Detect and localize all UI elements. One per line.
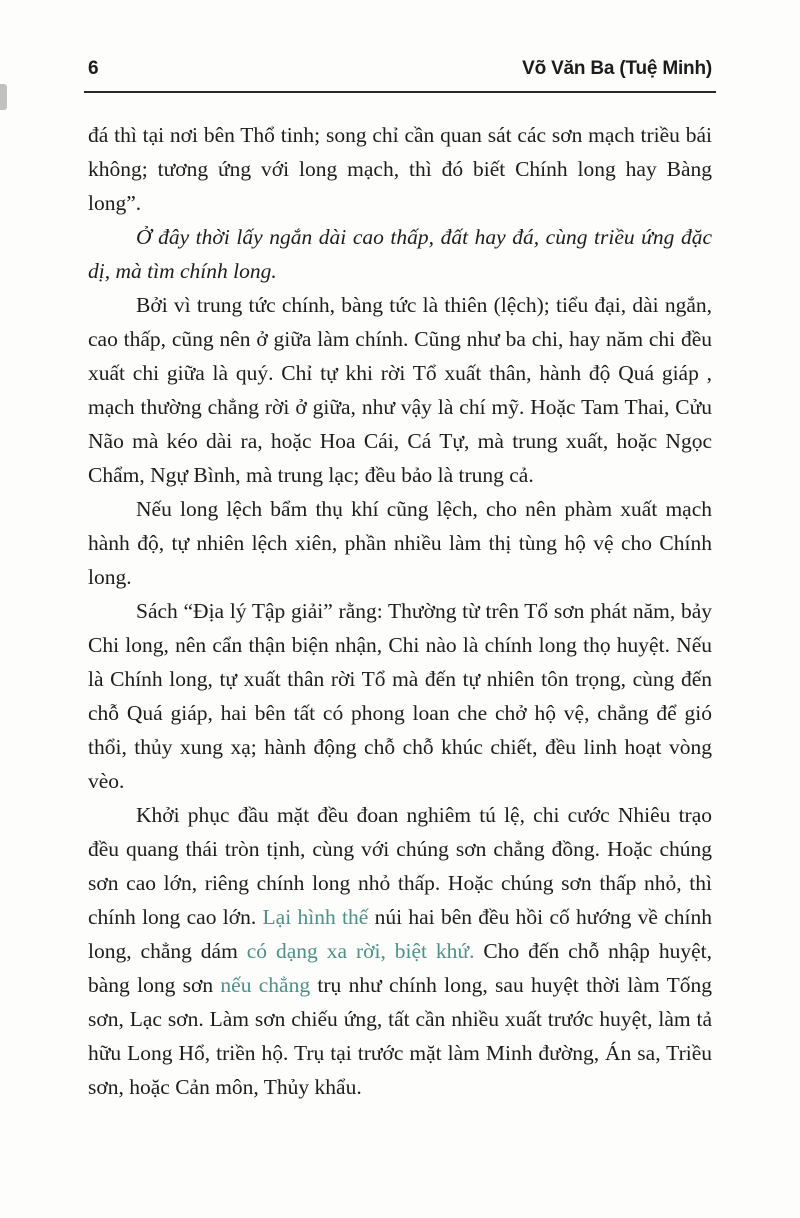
running-head-author: Võ Văn Ba (Tuệ Minh): [522, 58, 712, 79]
page-header: [88, 58, 712, 80]
text-segment: trụ như chính long, sau huyệt thời làm Tống sơn, Lạc sơn. Làm sơn chiếu ứng, tất cần nhiều xuất trước huyệt, làm tả hữu Long Hổ, triền hộ. Trụ tại trước mặt làm Minh đường, Án sa, Triều sơn, hoặc Cản môn, Thủy khẩu.: [88, 973, 712, 1099]
header-rule: [84, 91, 716, 93]
paragraph: [88, 492, 712, 594]
text-segment: Nếu long lệch bẩm thụ khí cũng lệch, cho nên phàm xuất mạch hành độ, tự nhiên lệch xiên, phần nhiều làm thị tùng hộ vệ cho Chính long.: [88, 497, 712, 589]
text-segment-tinted: Lại hình thế: [262, 905, 369, 929]
page-body: [88, 118, 712, 1104]
text-segment: Cho đến chỗ nhập huyệt, bàng long sơn: [88, 939, 712, 997]
page-number: 6: [88, 58, 99, 79]
paragraph: [88, 798, 712, 1104]
text-segment: Bởi vì trung tức chính, bàng tức là thiên (lệch); tiểu đại, dài ngắn, cao thấp, cũng nên ở giữa làm chính. Cũng như ba chi, hay năm chi đều xuất chi giữa là quý. Chỉ tự khi rời Tổ xuất thân, hành độ Quá giáp , mạch thường chẳng rời ở giữa, như vậy là chí mỹ. Hoặc Tam Thai, Cửu Não mà kéo dài ra, hoặc Hoa Cái, Cá Tự, mà trung xuất, hoặc Ngọc Chẩm, Ngự Bình, mà trung lạc; đều bảo là trung cả.: [88, 293, 712, 487]
paragraph: [88, 288, 712, 492]
text-segment: núi hai bên đều hồi cố hướng về chính long, chẳng dám: [88, 905, 712, 963]
scan-artifact: [0, 84, 7, 110]
paragraph: [88, 118, 712, 220]
text-segment: Ở đây thời lấy ngắn dài cao thấp, đất hay đá, cùng triều ứng đặc dị, mà tìm chính long.: [88, 225, 712, 283]
text-segment-tinted: nếu chẳng: [220, 973, 311, 997]
paragraph: [88, 594, 712, 798]
text-segment-tinted: có dạng xa rời, biệt khứ.: [246, 939, 475, 963]
text-segment: Khởi phục đầu mặt đều đoan nghiêm tú lệ, chi cước Nhiêu trạo đều quang thái tròn tịnh, cùng với chúng sơn chẳng đồng. Hoặc chúng sơn cao lớn, riêng chính long nhỏ thấp. Hoặc chúng sơn thấp nhỏ, thì chính long cao lớn.: [88, 803, 712, 929]
text-segment: Sách “Địa lý Tập giải” rằng: Thường từ trên Tổ sơn phát năm, bảy Chi long, nên cẩn thận biện nhận, Chi nào là chính long thọ huyệt. Nếu là Chính long, tự xuất thân rời Tổ mà đến tự nhiên tôn trọng, cùng đến chỗ Quá giáp, hai bên tất có phong loan che chở hộ vệ, chẳng để gió thổi, thủy xung xạ; hành động chỗ chỗ khúc chiết, đều linh hoạt vòng vèo.: [88, 599, 712, 793]
paragraph-italic: [88, 220, 712, 288]
text-segment: đá thì tại nơi bên Thổ tinh; song chỉ cần quan sát các sơn mạch triều bái không; tương ứng với long mạch, thì đó biết Chính long hay Bàng long”.: [88, 123, 712, 215]
